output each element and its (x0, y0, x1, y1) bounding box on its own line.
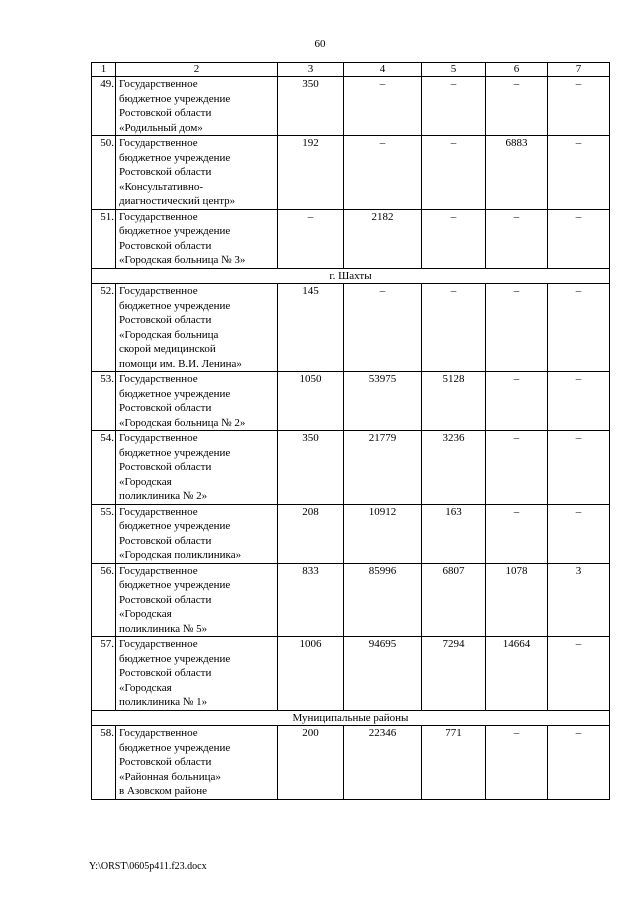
row-number: 55. (92, 504, 116, 563)
value-cell: – (486, 431, 548, 505)
data-table (91, 62, 610, 800)
institution-name-line: поликлиника № 2» (119, 490, 208, 502)
institution-name-line: Ростовской области (119, 402, 212, 414)
institution-name-line: Ростовской области (119, 756, 212, 768)
institution-name-line: Ростовской области (119, 593, 212, 606)
institution-name (116, 136, 278, 210)
value-cell: 6807 (422, 563, 486, 637)
page-number: 60 (314, 38, 326, 50)
value-cell: 14664 (486, 637, 548, 711)
institution-name-line: бюджетное учреждение (119, 92, 231, 105)
institution-name-line: Государственное (119, 373, 198, 385)
institution-name-line: бюджетное учреждение (119, 225, 231, 237)
value-cell: 350 (278, 77, 344, 136)
institution-name-line: «Городская (119, 681, 172, 694)
column-header: 4 (344, 63, 422, 77)
institution-name-line: в Азовском районе (119, 785, 208, 797)
institution-name (116, 726, 278, 800)
institution-name (116, 209, 278, 268)
institution-name-line: помощи им. В.И. Ленина» (119, 357, 242, 370)
value-cell: – (548, 136, 610, 210)
institution-name-line: бюджетное учреждение (119, 446, 231, 459)
institution-name (116, 372, 278, 431)
column-header: 3 (278, 63, 344, 77)
value-cell: 6883 (486, 136, 548, 210)
row-number: 51. (92, 209, 116, 268)
value-cell: – (548, 209, 610, 268)
institution-name-line: Государственное (119, 727, 198, 739)
value-cell: – (422, 209, 486, 268)
institution-name-line: бюджетное учреждение (119, 652, 231, 665)
value-cell: – (548, 77, 610, 136)
value-cell: 2182 (344, 209, 422, 268)
value-cell: 85996 (344, 563, 422, 637)
institution-name-line: Ростовской области (119, 461, 212, 473)
value-cell: – (548, 504, 610, 563)
table-row (92, 726, 610, 800)
value-cell: 21779 (344, 431, 422, 505)
value-cell: – (486, 284, 548, 372)
institution-name-line: «Городская (119, 475, 172, 488)
institution-name-line: бюджетное учреждение (119, 299, 231, 312)
institution-name-line: Ростовской области (119, 314, 212, 326)
value-cell: – (548, 372, 610, 431)
institution-name-line: бюджетное учреждение (119, 741, 231, 754)
institution-name (116, 77, 278, 136)
value-cell: 1050 (278, 372, 344, 431)
institution-name-line: «Родильный дом» (119, 121, 203, 134)
value-cell: – (344, 136, 422, 210)
column-header: 5 (422, 63, 486, 77)
institution-name-line: диагностический центр» (119, 195, 236, 207)
table-row (92, 209, 610, 268)
institution-name-line: «Городская (119, 608, 172, 620)
section-title: Муниципальные районы (92, 710, 610, 726)
file-path-footer: Y:\ORST\0605p411.f23.docx (89, 861, 207, 872)
table-row (92, 637, 610, 711)
row-number: 54. (92, 431, 116, 505)
value-cell: – (548, 637, 610, 711)
institution-name-line: бюджетное учреждение (119, 387, 231, 400)
value-cell: – (486, 77, 548, 136)
institution-name-line: Ростовской области (119, 166, 212, 178)
value-cell: – (486, 726, 548, 800)
institution-name-line: скорой медицинской (119, 343, 216, 355)
institution-name-line: Государственное (119, 432, 198, 444)
value-cell: 3236 (422, 431, 486, 505)
institution-name-line: Государственное (119, 210, 198, 223)
value-cell: 53975 (344, 372, 422, 431)
value-cell: – (422, 284, 486, 372)
value-cell: – (548, 284, 610, 372)
section-header-row (92, 710, 610, 726)
value-cell: 350 (278, 431, 344, 505)
institution-name-line: поликлиника № 5» (119, 622, 208, 635)
table-row (92, 372, 610, 431)
value-cell: – (278, 209, 344, 268)
column-header: 7 (548, 63, 610, 77)
column-header: 6 (486, 63, 548, 77)
value-cell: 1078 (486, 563, 548, 637)
table-row (92, 77, 610, 136)
row-number: 52. (92, 284, 116, 372)
value-cell: – (344, 284, 422, 372)
value-cell: 163 (422, 504, 486, 563)
institution-name-line: Государственное (119, 285, 198, 297)
institution-name-line: бюджетное учреждение (119, 520, 231, 532)
institution-name-line: «Городская поликлиника» (119, 549, 242, 561)
institution-name-line: бюджетное учреждение (119, 151, 231, 164)
institution-name (116, 637, 278, 711)
row-number: 58. (92, 726, 116, 800)
value-cell: – (486, 209, 548, 268)
institution-name (116, 284, 278, 372)
institution-name-line: Государственное (119, 78, 198, 90)
column-header: 2 (116, 63, 278, 77)
row-number: 57. (92, 637, 116, 711)
value-cell: 200 (278, 726, 344, 800)
table-row (92, 563, 610, 637)
institution-name-line: «Консультативно- (119, 180, 203, 193)
institution-name-line: «Городская больница № 3» (119, 254, 246, 266)
institution-name-line: Ростовской области (119, 239, 212, 252)
value-cell: 145 (278, 284, 344, 372)
institution-name-line: поликлиника № 1» (119, 696, 208, 708)
institution-name-line: Ростовской области (119, 107, 212, 119)
table-row (92, 504, 610, 563)
value-cell: 22346 (344, 726, 422, 800)
row-number: 49. (92, 77, 116, 136)
value-cell: – (486, 372, 548, 431)
value-cell: 94695 (344, 637, 422, 711)
institution-name (116, 563, 278, 637)
row-number: 50. (92, 136, 116, 210)
value-cell: 5128 (422, 372, 486, 431)
table-row (92, 431, 610, 505)
value-cell: – (422, 136, 486, 210)
institution-name-line: Государственное (119, 137, 198, 149)
institution-name-line: Ростовской области (119, 534, 212, 547)
institution-name-line: Государственное (119, 564, 198, 577)
value-cell: 833 (278, 563, 344, 637)
institution-name-line: «Городская больница № 2» (119, 416, 246, 429)
value-cell: 10912 (344, 504, 422, 563)
institution-name-line: бюджетное учреждение (119, 579, 231, 591)
row-number: 53. (92, 372, 116, 431)
institution-name (116, 431, 278, 505)
value-cell: – (486, 504, 548, 563)
institution-name-line: Государственное (119, 505, 198, 518)
table-row (92, 136, 610, 210)
value-cell: 7294 (422, 637, 486, 711)
value-cell: 771 (422, 726, 486, 800)
value-cell: – (548, 431, 610, 505)
table-row (92, 284, 610, 372)
value-cell: 192 (278, 136, 344, 210)
value-cell: 208 (278, 504, 344, 563)
column-header: 1 (92, 63, 116, 77)
institution-name-line: Ростовской области (119, 667, 212, 679)
institution-name-line: «Городская больница (119, 328, 219, 341)
section-title: г. Шахты (92, 268, 610, 284)
institution-name-line: «Районная больница» (119, 770, 221, 783)
section-header-row (92, 268, 610, 284)
value-cell: – (422, 77, 486, 136)
value-cell: 3 (548, 563, 610, 637)
value-cell: – (344, 77, 422, 136)
row-number: 56. (92, 563, 116, 637)
value-cell: – (548, 726, 610, 800)
institution-name-line: Государственное (119, 638, 198, 650)
value-cell: 1006 (278, 637, 344, 711)
table-header-row (92, 63, 610, 77)
institution-name (116, 504, 278, 563)
